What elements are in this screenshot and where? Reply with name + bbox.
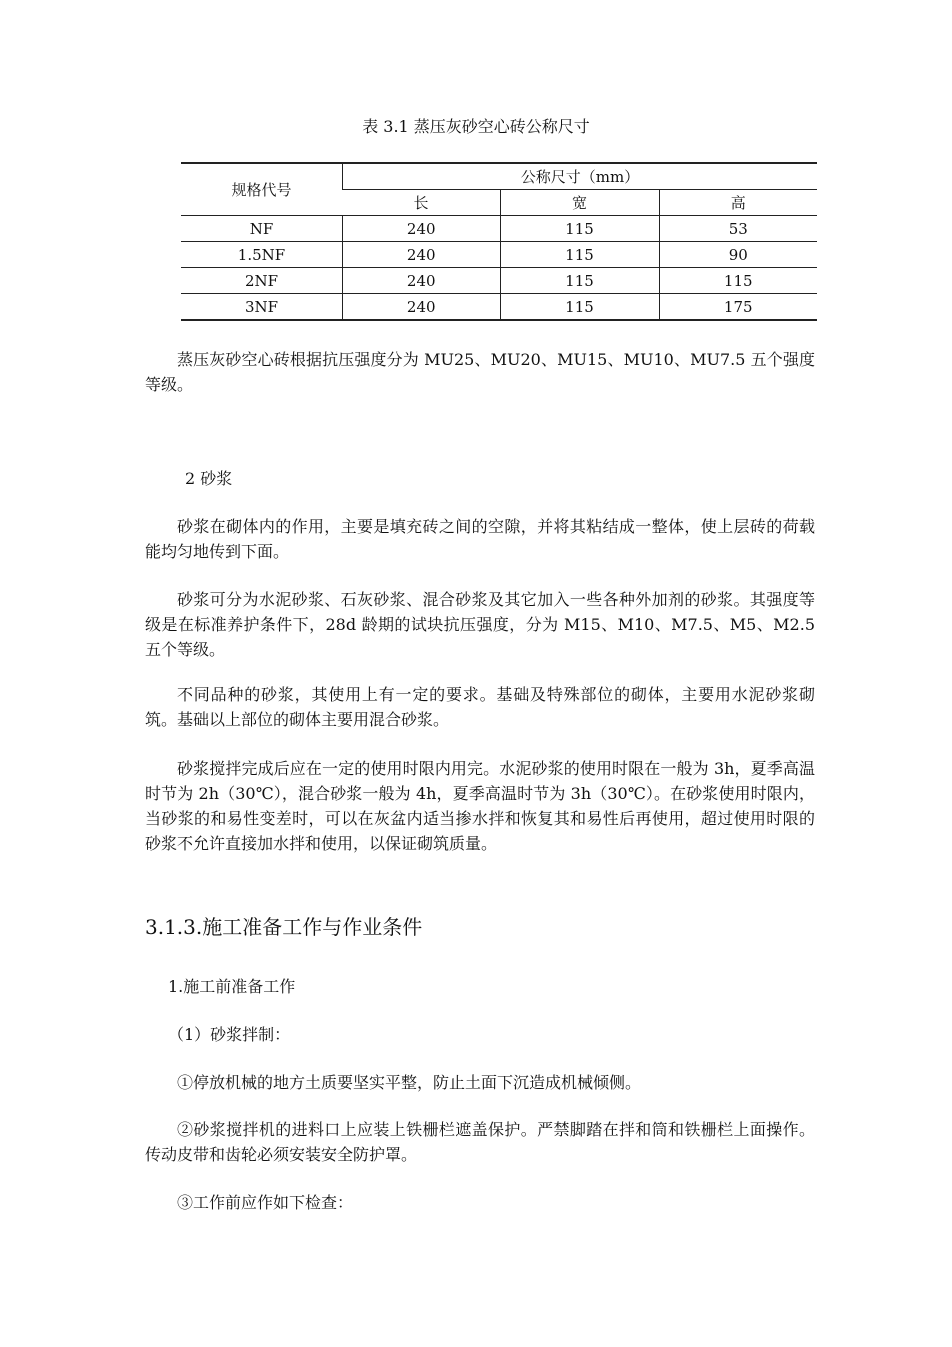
cell-code: NF (181, 216, 343, 242)
paragraph-mortar-role: 砂浆在砌体内的作用，主要是填充砖之间的空隙，并将其粘结成一整体，使上层砖的荷载能均匀地传到下面。 (145, 517, 815, 561)
cell-width: 115 (500, 268, 659, 294)
cell-code: 3NF (181, 294, 343, 321)
header-width: 宽 (500, 190, 659, 216)
table-row (181, 242, 817, 268)
cell-width: 115 (500, 242, 659, 268)
header-length: 长 (343, 190, 501, 216)
heading-mortar: 2 砂浆 (185, 469, 233, 488)
list-item-inlet-guard: ②砂浆搅拌机的进料口上应装上铁栅栏遮盖保护。严禁脚踏在拌和筒和铁栅栏上面操作。传动皮带和齿轮必须安装安全防护罩。 (145, 1120, 815, 1164)
header-height: 高 (659, 190, 817, 216)
cell-length: 240 (343, 242, 501, 268)
subheading-preparation: 1.施工前准备工作 (168, 977, 296, 996)
section-heading: 3.1.3.施工准备工作与作业条件 (145, 915, 423, 939)
cell-height: 90 (659, 242, 817, 268)
table-caption: 表 3.1 蒸压灰砂空心砖公称尺寸 (362, 117, 590, 136)
paragraph-strength-grades: 蒸压灰砂空心砖根据抗压强度分为 MU25、MU20、MU15、MU10、MU7.5 五个强度等级。 (145, 350, 815, 394)
cell-code: 2NF (181, 268, 343, 294)
paragraph-mortar-use: 不同品种的砂浆，其使用上有一定的要求。基础及特殊部位的砌体，主要用水泥砂浆砌筑。基础以上部位的砌体主要用混合砂浆。 (145, 685, 815, 729)
cell-width: 115 (500, 294, 659, 321)
cell-height: 175 (659, 294, 817, 321)
cell-code: 1.5NF (181, 242, 343, 268)
table-row (181, 216, 817, 242)
header-spec-code: 规格代号 (181, 163, 343, 216)
dimension-table (181, 162, 817, 321)
cell-width: 115 (500, 216, 659, 242)
cell-length: 240 (343, 294, 501, 321)
paragraph-mortar-time-limit: 砂浆搅拌完成后应在一定的使用时限内用完。水泥砂浆的使用时限在一般为 3h，夏季高温时节为 2h（30℃），混合砂浆一般为 4h，夏季高温时节为 3h（30℃）。在砂浆使用时限内，当砂浆的和易性变差时，可以在灰盆内适当掺水拌和恢复其和易性后再使用，超过使用时限的砂浆不允许直接加水拌和使用，以保证砌筑质量。 (145, 759, 815, 853)
list-item-mortar-mixing: （1）砂浆拌制： (168, 1025, 291, 1044)
cell-length: 240 (343, 268, 501, 294)
list-item-pre-work-check: ③工作前应作如下检查： (177, 1193, 354, 1212)
paragraph-mortar-types: 砂浆可分为水泥砂浆、石灰砂浆、混合砂浆及其它加入一些各种外加剂的砂浆。其强度等级是在标准养护条件下，28d 龄期的试块抗压强度，分为 M15、M10、M7.5、M5、M2.5 五个等级。 (145, 590, 815, 659)
cell-length: 240 (343, 216, 501, 242)
header-nominal-size: 公称尺寸（mm） (343, 163, 818, 190)
cell-height: 53 (659, 216, 817, 242)
list-item-machine-ground: ①停放机械的地方土质要坚实平整，防止土面下沉造成机械倾侧。 (177, 1073, 642, 1092)
table-row (181, 294, 817, 321)
table-row (181, 268, 817, 294)
cell-height: 115 (659, 268, 817, 294)
